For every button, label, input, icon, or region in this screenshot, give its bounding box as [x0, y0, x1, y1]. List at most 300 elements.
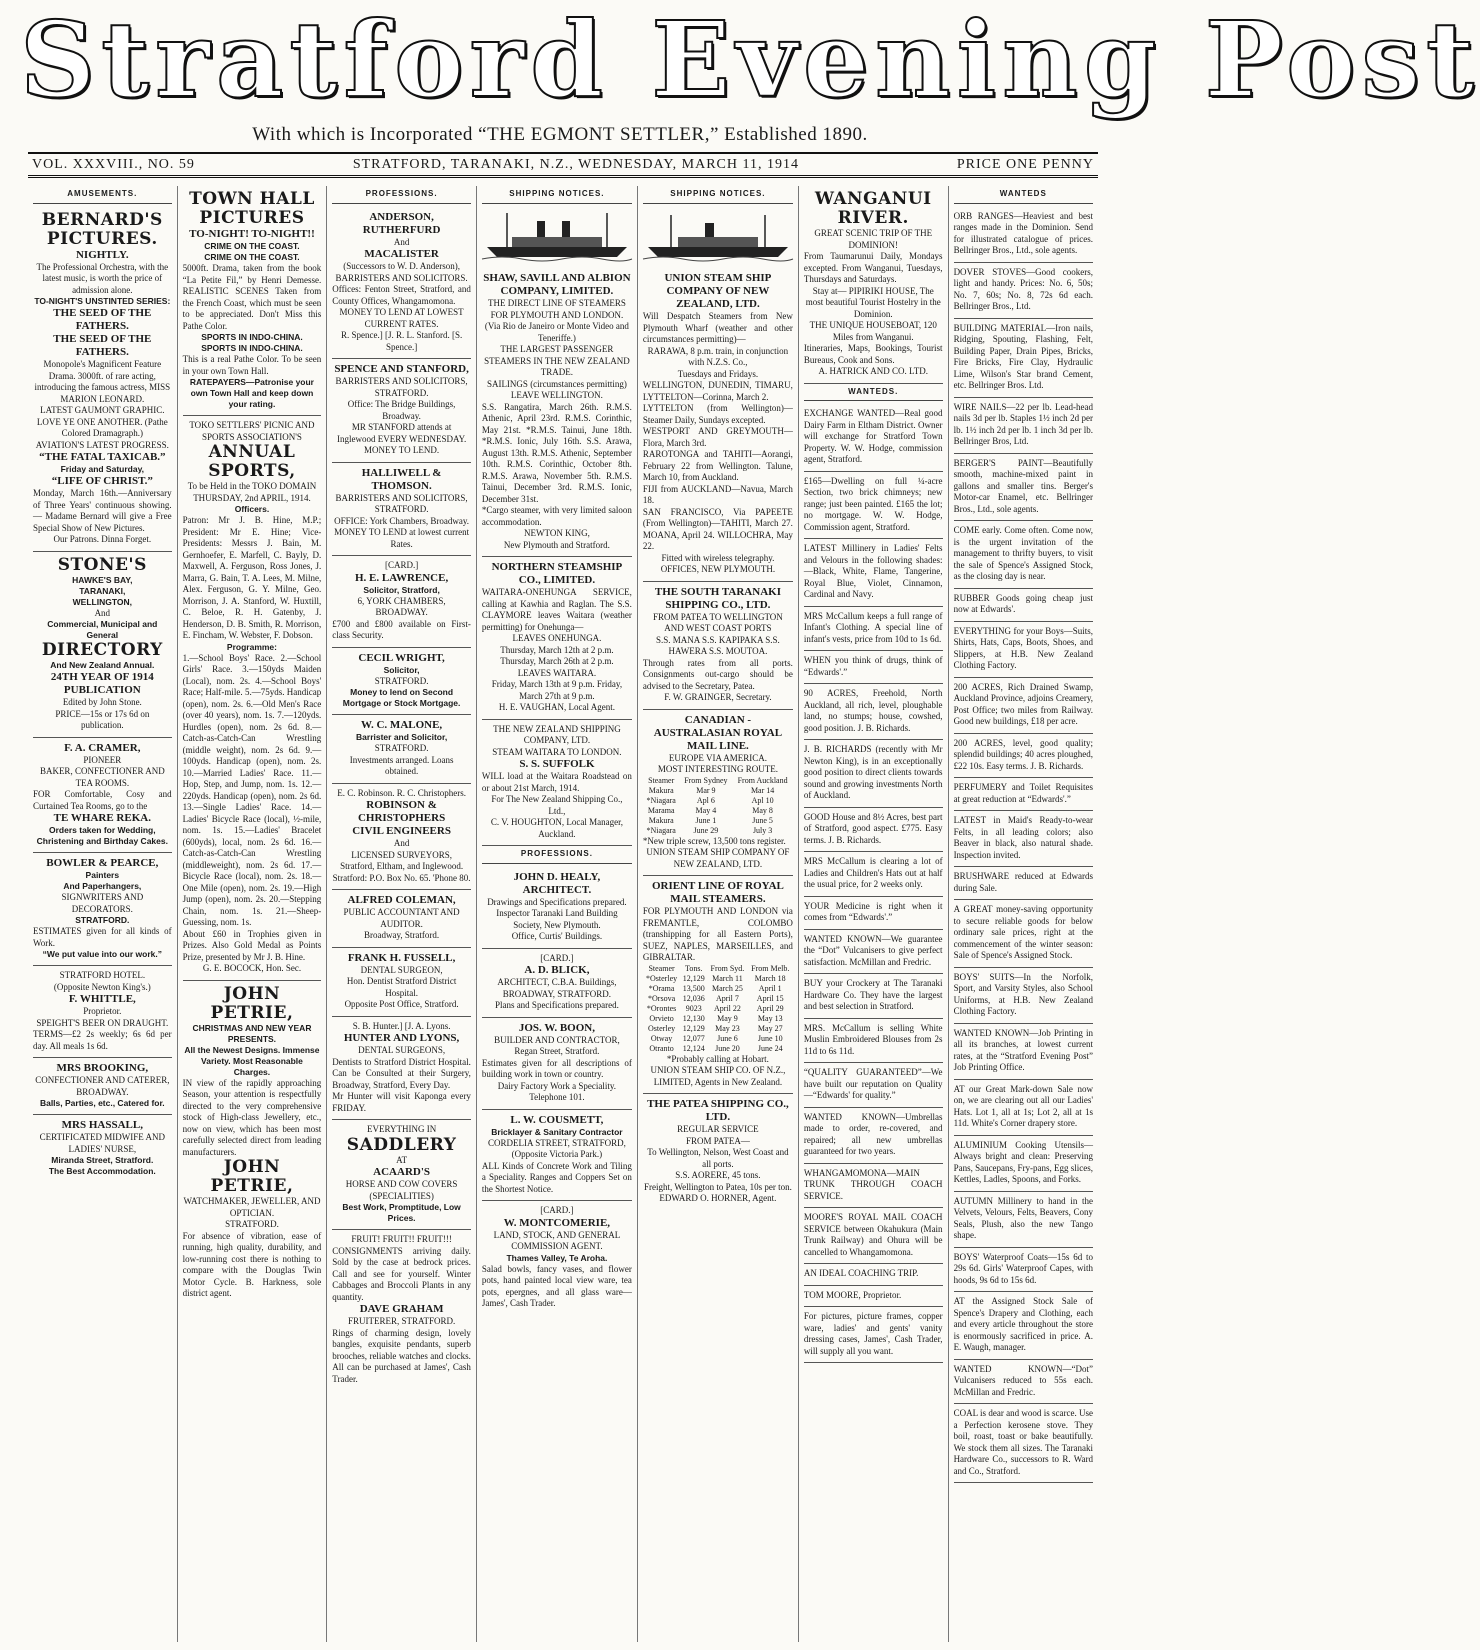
ad-title: ANNUAL SPORTS,: [208, 442, 296, 481]
ad-text: Patron: Mr J. B. Hine, M.P.; President: Mr E. Hine; Vice-Presidents: Messrs J. Bain, M. Gernhoefer, E. Marfell, C. Bayly, D. Maxwell, A. Ferguson, Ross Jones, J. Marra, G. Bain, T. A. Lees, M. Milne, Alex. Ferguson, G. Y. Milne, Geo. Morrison, J. A. Stanford, W. Huxtill, C. Beloe, R. H. Gatenby, J. Henderson, D. B. Smith, R. Morrison, E. Fincham, W. Webster, F. Dobson.: [182, 515, 322, 640]
table-cell: Makura: [648, 785, 674, 795]
table-row: [643, 786, 793, 796]
table-cell: July 3: [752, 825, 773, 835]
ad-line: All the Newest Designs. Immense Variety. Most Reasonable Charges.: [184, 1044, 320, 1077]
classified-list: [954, 207, 1093, 1484]
ad-line: STRATFORD.: [75, 915, 130, 925]
classified-item: [804, 1063, 943, 1108]
classified-item: [804, 930, 943, 975]
classified-item: [954, 1248, 1093, 1293]
ad-text: IN view of the rapidly approaching Season, your attention is respectfully directed to the very comprehensive stock of High-class Jewellery, etc., now on view, which has been most carefully selected direct from leading manufacturers.: [182, 1077, 322, 1157]
ad-line: For The New Zealand Shipping Co., Ltd.,: [491, 794, 623, 816]
table-cell: Apl 10: [751, 795, 774, 805]
ad-line: Hon. Dentist Stratford District Hospital.: [346, 976, 457, 998]
ad-line: BARRISTERS AND SOLICITORS, STRATFORD.: [335, 376, 468, 398]
masthead-subtitle: With which is Incorporated “THE EGMONT SETTLER,” Established 1890.: [252, 124, 868, 145]
classified-item: [954, 1360, 1093, 1405]
table-row: [643, 1044, 793, 1054]
table-cell: 12,124: [682, 1043, 705, 1053]
patea-shipping-ad: [643, 1094, 793, 1210]
classified-text: 200 ACRES, level, good quality; splendid buildings; 40 acres ploughed, £22 10s. Easy terms. J. B. Richards.: [953, 737, 1094, 771]
spence-stanford-ad: [332, 359, 471, 463]
classified-text: WHANGAMOMONA—MAIN TRUNK THROUGH COACH SERVICE.: [803, 1167, 943, 1201]
ad-line: PIONEER: [83, 754, 122, 765]
ad-line: Office: The Bridge Buildings, Broadway.: [347, 399, 456, 421]
alfred-coleman-ad: [332, 890, 471, 948]
sailing-list: S.S. Rangatira, March 26th. R.M.S. Athenic, April 23rd. R.M.S. Corinthic, May 21st. *R.M.S. Tainui, June 18th. *R.M.S. Ionic, July 16th. S.S. Arawa, August 13th. R.M.S. Athenic, September 10th. R.M.S. Corinthic, October 8th. R.M.S. Arawa, November 5th. R.M.S. Tainui, December 3rd. R.M.S. Ionic, December 31st.: [481, 401, 632, 504]
column-2: [178, 186, 328, 1642]
classified-item: [954, 900, 1093, 968]
table-row: [643, 1034, 793, 1044]
table-cell: *Osterley: [646, 973, 678, 983]
ad-text: TERMS—£2 2s weekly; 6s 6d per day. All meals 1s 6d.: [33, 1029, 172, 1051]
ad-title: JOHN PETRIE,: [210, 1157, 294, 1196]
ad-title: SADDLERY: [346, 1134, 457, 1155]
ad-text: 5000ft. Drama, taken from the book “La Petite Fil,” by Henri Demesse. REALISTIC SCENES Taken from the French Coast, which must be seen to be appreciated. Don't Miss this Pathe Color.: [182, 263, 322, 331]
table-cell: 12,130: [682, 1013, 705, 1023]
ad-line: TOKO SETTLERS' PICNIC AND SPORTS ASSOCIATION'S: [189, 420, 315, 442]
ad-text: WILL load at the Waitara Roadstead on or about 21st March, 1914.: [481, 771, 632, 793]
classified-text: ALUMINIUM Cooking Utensils—Always bright and clean: Preserving Pans, Saucepans, Fry-pans, Egg slices, Kettles, Ladles, Spoons, and Forks.: [953, 1139, 1094, 1184]
ad-line: Telephone 101.: [529, 1092, 585, 1102]
ad-line: OFFICE: York Chambers, Broadway.: [334, 515, 470, 526]
ad-line: LOVE YE ONE ANOTHER. (Pathe Colored Dramagraph.): [36, 416, 168, 438]
ad-line: PRICE—15s or 17s 6d on publication.: [55, 708, 150, 730]
ad-title: F. A. CRAMER,: [64, 741, 141, 754]
ad-title: STRATFORD HOTEL.: [59, 970, 146, 980]
ad-title: BERNARD'S PICTURES.: [41, 209, 163, 249]
classified-item: [804, 1286, 943, 1308]
ad-line: LATEST GAUMONT GRAPHIC.: [40, 405, 165, 415]
classified-text: WANTED KNOWN—“Dot” Vulcanisers reduced to 55s each. McMillan and Fredric.: [953, 1363, 1094, 1397]
ad-title: A. D. BLICK,: [524, 964, 590, 976]
ad-line: Programme:: [226, 641, 277, 652]
classified-item: [804, 808, 943, 853]
ad-line: Fitted with wireless telegraphy.: [661, 552, 775, 563]
ad-line: Friday, March 13th at 9 p.m. Friday, March 27th at 9 p.m.: [491, 679, 623, 701]
ad-line: BARRISTERS AND SOLICITORS.: [335, 272, 468, 283]
cecil-wright-ad: [332, 648, 471, 716]
ad-text: £700 and £800 available on First-class Security.: [332, 618, 471, 640]
ad-line: FROM PATEA TO WELLINGTON AND WEST COAST PORTS: [653, 611, 783, 633]
ad-text: CONSIGNMENTS arriving daily. Sold by the case at bedrock prices. Call and see for yourself. Winter Cabbages and Broccoli Plants in any quantity.: [332, 1245, 471, 1302]
ad-line: And: [393, 236, 410, 247]
table-cell: April 1: [758, 983, 782, 993]
lawrence-ad: [332, 556, 471, 648]
ad-line: ARCHITECT, C.B.A. Buildings,: [497, 977, 617, 987]
place-and-date: STRATFORD, TARANAKI, N.Z., WEDNESDAY, MARCH 11, 1914: [352, 156, 799, 172]
dave-graham-ad: [332, 1230, 471, 1390]
classified-text: ORB RANGES—Heaviest and best ranges made in the Dominion. Send for illustrated catalogue of prices. Bellringer Bros., Ltd., sole agents.: [953, 210, 1094, 255]
steamship-illustration: [643, 209, 793, 261]
section-heading-wanteds: WANTEDS.: [804, 384, 943, 402]
classified-item: [804, 974, 943, 1019]
classified-text: AUTUMN Millinery to hand in the Velvets, Velours, Felts, Beavers, Cony Seals, Plush, also the new Tango shape.: [953, 1195, 1094, 1240]
ad-text: ALL Kinds of Concrete Work and Tiling a Speciality. Ranges and Coppers Set on the Shortest Notice.: [481, 1160, 632, 1194]
ad-line: SPORTS IN INDO-CHINA.: [201, 343, 303, 353]
ad-text: LYTTELTON (from Wellington)—Steamer Daily, Sundays excepted.: [642, 403, 793, 425]
classified-text: RUBBER Goods going cheap just now at Edwards'.: [953, 592, 1094, 614]
table-cell: Tons.: [685, 963, 703, 973]
classified-item: [954, 622, 1093, 678]
ad-title: ACAARD'S: [373, 1166, 431, 1178]
table-cell: May 23: [715, 1023, 740, 1033]
ad-line: THE SEED OF THE FATHERS.: [53, 333, 152, 358]
volume-number: VOL. XXXVIII., NO. 59: [32, 156, 195, 172]
classified-text: TOM MOORE, Proprietor.: [803, 1289, 902, 1300]
ad-line: AVIATION'S LATEST PROGRESS.: [35, 439, 169, 450]
table-cell: April 7: [715, 993, 739, 1003]
classified-text: MOORE'S ROYAL MAIL COACH SERVICE between Okahukura (Main Trunk Railway) and Ohura will be cancelled to Whangamomona.: [803, 1212, 943, 1257]
ad-text: WESTPORT AND GREYMOUTH—Flora, March 3rd.: [642, 426, 793, 448]
classified-text: WIRE NAILS—22 per lb. Lead-head nails 3d per lb. Staples 1½ inch 2d per lb. 1½ inch 2d per lb. 1 inch 3d per lb. Bellringer Bros, Ltd.: [953, 401, 1094, 446]
ad-title: W. MONTCOMERIE,: [503, 1216, 611, 1229]
ad-line: A. HATRICK AND CO. LTD.: [818, 366, 928, 376]
ad-title: ROBINSON & CHRISTOPHERS: [357, 799, 446, 824]
card-label: [CARD.]: [540, 1205, 574, 1215]
ad-line: Commercial, Municipal and General: [47, 619, 158, 640]
ad-line: BROADWAY, STRATFORD.: [502, 988, 612, 999]
ad-line: BAKER, CONFECTIONER AND TEA ROOMS.: [39, 766, 165, 788]
ad-line: FRUITERER, STRATFORD.: [347, 1316, 456, 1326]
ad-text: Through rates from all ports. Consignments out-cargo should be advised to the Secretary, Patea.: [642, 657, 793, 691]
ad-line: S. S. SUFFOLK: [519, 758, 595, 770]
ad-line: CERTIFICATED MIDWIFE AND LADIES' NURSE,: [39, 1132, 166, 1154]
ad-text: Offices: Fenton Street, Stratford, and County Offices, Whangamomona.: [332, 284, 471, 306]
ad-line: THE DIRECT LINE OF STEAMERS FOR PLYMOUTH AND LONDON. (Via Rio de Janeiro or Monte Video and Teneriffe.): [484, 298, 629, 343]
table-cell: 13,500: [682, 983, 705, 993]
canadian-australasian-ad: [643, 710, 793, 877]
classified-text: J. B. RICHARDS (recently with Mr Newton King), is in an exceptionally good position to direct clients towards sound and growing investments North of Auckland.: [803, 744, 943, 800]
ad-line: F. W. GRAINGER, Secretary.: [664, 692, 772, 702]
table-cell: June 24: [757, 1043, 783, 1053]
ad-line: TO-NIGHT'S UNSTINTED SERIES:: [34, 296, 171, 306]
stones-directory-ad: [33, 552, 172, 738]
ad-line: EDWARD O. HORNER, Agent.: [659, 1193, 777, 1203]
ad-text: Salad bowls, fancy vases, and flower pots, hand painted local view ware, tea pots, epergnes, and all glass ware—James', Cash Trader.: [481, 1263, 632, 1308]
ad-text: FOR PLYMOUTH AND LONDON via FREMANTLE, COLOMBO (transhipping for all Eastern Ports), SUEZ, NAPLES, MARSEILLES, and GIBRALTAR.: [642, 906, 793, 962]
table-cell: June 6: [717, 1033, 738, 1043]
classified-item: [804, 607, 943, 652]
ad-title: ALFRED COLEMAN,: [347, 894, 456, 906]
ad-text: Rings of charming design, lovely bangles, exquisite pendants, superb brooches, reliable watches and clocks. All can be purchased at James', Cash Trader.: [332, 1327, 471, 1384]
classified-item: [954, 454, 1093, 522]
classified-item: [804, 852, 943, 897]
ad-text: 1.—School Boys' Race. 2.—School Girls' Race. 3.—150yds Maiden (Local), nom. 2s. 4.—School Boys' Race; Half-mile. 5.—75yds. Handicap (open), nom. 2s. 6.—Old Men's Race (over 40 years), nom. 1s. 7.—120yds. Hurdles (open), nom. 2s 6d. 8.—Catch-as-Catch-Can Wrestling (middle weight), nom. 2s 6d. 9.—100yds. Handicap (open), nom. 2s. 10.—Married Ladies' Race. 11.—Hop, Step, and Jump, nom. 1s. 12.—220yds. Handicap (open), nom. 2s 6d. 13.—Single Ladies' Race. 14.—Ladies' Bicycle Race (local), ½-mile, nom. 1s. 15.—Ladies' Bracelet (600yds), local, nom. 2s 6d. 16.—Catch-as-Catch-Can Wrestling (middleweight), nom. 2s 6d. 17.—Bicycle Race (local), nom. 2s. 18.—One Mile (open), nom. 2s. 19.—High Jump (open), nom. 2s. 20.—Stepping Chain, nom. 1s. 21.—Sheep-Guessing, nom. 1s.: [182, 652, 322, 927]
ad-line: EVERYTHING IN: [366, 1124, 437, 1134]
table-cell: June 10: [757, 1033, 783, 1043]
ad-title: NORTHERN STEAMSHIP CO., LIMITED.: [491, 561, 623, 586]
ad-title: THE SOUTH TARANAKI SHIPPING CO., LTD.: [654, 585, 781, 611]
ad-line: STEAM WAITARA TO LONDON.: [492, 746, 622, 757]
ad-line: HORSE AND COW COVERS (SPECIALITIES): [345, 1179, 458, 1201]
ad-title: MRS BROOKING,: [56, 1062, 149, 1074]
nz-shipping-ad: [482, 720, 632, 847]
ad-text: This is a real Pathe Color. To be seen in your own Town Hall.: [182, 354, 322, 376]
toko-sports-ad: [183, 416, 322, 981]
ad-title: HALLIWELL & THOMSON.: [361, 466, 442, 492]
table-row: [643, 776, 793, 786]
columns: [28, 186, 1098, 1642]
steamship-illustration: [482, 209, 632, 261]
ad-line: Our Patrons. Dinna Forget.: [53, 534, 152, 544]
ad-line: CORDELIA STREET, STRATFORD, (Opposite Victoria Park.): [488, 1137, 626, 1159]
bernards-pictures-ad: [33, 207, 172, 552]
ad-text: The Professional Orchestra, with the latest music, is worth the price of admission alone.: [36, 261, 169, 295]
halliwell-thomson-ad: [332, 463, 471, 557]
ad-text: FIJI from AUCKLAND—Navua, March 18.: [642, 483, 793, 505]
ad-text: Mr Hunter will visit Kaponga every FRIDAY.: [332, 1091, 471, 1113]
ad-title: JOHN PETRIE,: [210, 983, 294, 1023]
classified-text: BERGER'S PAINT—Beautifully smooth, machine-mixed paint in gallons and smaller tins. Berger's Motor-car Enamel, etc. Bellringer Bros., Ltd., sole agents.: [953, 457, 1094, 514]
ad-line: S.S. AORERE, 45 tons.: [675, 1170, 761, 1180]
ad-line: CONFECTIONER AND CATERER, BROADWAY.: [35, 1075, 170, 1097]
ad-title: H. E. LAWRENCE,: [354, 571, 449, 584]
ad-line: Officers.: [234, 504, 270, 514]
ad-line: LEAVE WELLINGTON.: [510, 390, 603, 400]
table-cell: Otway: [650, 1033, 673, 1043]
section-heading-shipping: SHIPPING NOTICES.: [482, 186, 632, 204]
ad-title: SHAW, SAVILL AND ALBION COMPANY, LIMITED.: [483, 272, 631, 297]
ad-line: OFFICES, NEW PLYMOUTH.: [660, 564, 776, 574]
ad-line: LICENSED SURVEYORS,: [351, 849, 452, 860]
table-cell: *Orsova: [648, 993, 676, 1003]
ad-line: Thursday, March 12th at 2 p.m. Thursday, March 26th at 2 p.m.: [500, 644, 614, 666]
table-cell: Orvieto: [649, 1013, 674, 1023]
ad-line: NEWTON KING,: [524, 528, 590, 538]
table-cell: June 5: [752, 815, 773, 825]
ad-title: L. W. COUSMETT,: [510, 1113, 604, 1126]
ad-line: S. B. Hunter.] [J. A. Lyons.: [352, 1020, 451, 1031]
classified-text: GOOD House and 8½ Acres, best part of Stratford, good aspect. £775. Easy terms. J. B. Richards.: [803, 811, 943, 845]
classified-item: [954, 263, 1093, 319]
ad-line: REGULAR SERVICE: [677, 1124, 759, 1134]
ad-line: E. C. Robinson. R. C. Christophers.: [337, 787, 466, 798]
classified-item: [954, 734, 1093, 779]
classified-text: AT the Assigned Stock Sale of Spence's Drapery and Clothing, each and every article throughout the store is enormously sacrificed in price. A. E. Waugh, manager.: [953, 1296, 1094, 1352]
table-cell: Makura: [648, 815, 674, 825]
ad-line: SPORTS IN INDO-CHINA.: [201, 332, 303, 342]
ad-line: STRATFORD.: [374, 675, 429, 686]
canadian-schedule-table: [643, 776, 793, 836]
ad-title: CECIL WRIGHT,: [358, 651, 445, 664]
ad-line: C. V. HOUGHTON, Local Manager, Auckland.: [490, 817, 623, 839]
table-cell: *Orama: [648, 983, 675, 993]
ad-line: CRIME ON THE COAST.: [204, 252, 300, 262]
ad-line: EUROPE VIA AMERICA.: [668, 752, 767, 763]
classified-text: MRS. McCallum is selling White Muslin Embroidered Blouses from 2s 11d to 6s 11d.: [803, 1022, 943, 1056]
classified-list: [804, 404, 943, 1363]
table-cell: From Syd.: [710, 963, 745, 973]
section-heading-professions: PROFESSIONS.: [332, 186, 471, 204]
section-heading-amusements: AMUSEMENTS.: [33, 186, 172, 204]
table-cell: Steamer: [648, 963, 675, 973]
shaw-savill-ad: [482, 268, 632, 557]
table-cell: 9023: [685, 1003, 702, 1013]
ad-text: Estimates given for all descriptions of building work in town or country.: [481, 1057, 632, 1079]
ad-line: SPEIGHT'S BEER ON DRAUGHT.: [36, 1017, 169, 1028]
table-cell: 12,129: [682, 973, 705, 983]
ad-line: THE SEED OF THE FATHERS.: [53, 307, 152, 332]
ad-title: TOWN HALL PICTURES: [189, 189, 315, 228]
ad-line: Solicitor, Stratford,: [363, 584, 440, 595]
classified-text: EVERYTHING for your Boys—Suits, Shirts, Hats, Caps, Boots, Shoes, and Slippers, at H.B. New Zealand Clothing Factory.: [953, 625, 1094, 670]
table-row: [643, 826, 793, 836]
table-row: [643, 974, 793, 984]
section-heading-shipping-2: SHIPPING NOTICES.: [643, 186, 793, 204]
ad-line: FROM PATEA—: [685, 1135, 750, 1146]
wanganui-river-ad: [804, 186, 943, 384]
table-cell: April 29: [756, 1003, 784, 1013]
ad-line: Edited by John Stone.: [62, 697, 142, 707]
ad-line: And: [393, 838, 410, 848]
ad-line: PUBLIC ACCOUNTANT AND AUDITOR.: [343, 907, 460, 929]
ad-text: From Taumarunui Daily, Mondays excepted. From Wanganui, Tuesdays, Thursdays and Saturdays.: [803, 251, 943, 284]
john-healy-ad: [482, 867, 632, 949]
ad-line: G. E. BOCOCK, Hon. Sec.: [202, 963, 302, 973]
ad-line: Barrister and Solicitor,: [356, 732, 448, 742]
ad-text: For absence of vibration, ease of running, high quality, durability, and low-running cost there is nothing to compare with the Douglas Twin Motor Cycle. B. Harkness, sole district agent.: [182, 1230, 322, 1298]
ad-line: TO-NIGHT! TO-NIGHT!!: [189, 228, 315, 240]
ad-line: THE UNIQUE HOUSEBOAT, 120 Miles from Wanganui.: [809, 320, 937, 342]
ad-title: UNION STEAM SHIP COMPANY OF NEW ZEALAND, LTD.: [664, 272, 772, 310]
ad-line: RATEPAYERS—Patronise your own Town Hall and keep down your rating.: [189, 377, 314, 409]
classified-text: LATEST Millinery in Ladies' Felts and Velours in the following shades:—Black, White, Flame, Tangerine, Royal Blue, Violet, Cinnamon, Cardinal and Navy.: [803, 543, 943, 599]
ad-line: Painters: [85, 870, 120, 880]
ad-line: S.S. MANA S.S. KAPIPAKA S.S. HAWERA S.S. MOUTOA.: [656, 634, 780, 656]
cousmett-ad: [482, 1110, 632, 1202]
classified-item: [804, 1164, 943, 1209]
ad-text: WELLINGTON, DUNEDIN, TIMARU, LYTTELTON—Corinna, March 2.: [642, 380, 793, 402]
table-cell: Mar 9: [696, 785, 716, 795]
classified-text: MRS McCallum keeps a full range of Infant's Clothing. A special line of infant's vests, price from 10d to 1s 6d.: [803, 610, 943, 644]
ad-title: DIRECTORY: [41, 640, 163, 660]
classified-text: 90 ACRES, Freehold, North Auckland, all rich, level, ploughable land, no stumps; house, cowshed, good position. J. B. Richards.: [803, 688, 943, 733]
ad-line: Stratford, Eltham, and Inglewood. Stratford: P.O. Box No. 65. 'Phone 80.: [332, 861, 471, 883]
ad-line: Office, Curtis' Buildings.: [511, 931, 603, 941]
classified-item: [804, 539, 943, 607]
column-7: [949, 186, 1098, 1642]
classified-item: [954, 1080, 1093, 1136]
ad-line: WATCHMAKER, JEWELLER, AND OPTICIAN.: [183, 1196, 321, 1218]
ad-line: Best Work, Promptitude, Low Prices.: [342, 1202, 461, 1223]
classified-text: WANTED KNOWN—We guarantee the “Dot” Vulcanisers to give perfect satisfaction. McMillan and Fredric.: [803, 933, 943, 967]
ad-line: RARAWA, 8 p.m. train, in conjunction with N.Z.S. Co.,: [647, 345, 789, 367]
table-cell: March 18: [754, 973, 786, 983]
ad-title: WANGANUI RIVER.: [814, 189, 932, 228]
classified-item: [804, 472, 943, 540]
ad-title: ORIENT LINE OF ROYAL MAIL STEAMERS.: [651, 880, 784, 905]
table-row: [643, 1004, 793, 1014]
classified-text: WANTED KNOWN—Job Printing in all its branches, at lowest current rates, at the “Stratford Evening Post” Job Printing Office.: [953, 1027, 1094, 1072]
ad-line: Freight, Wellington to Patea, 10s per ton.: [644, 1181, 792, 1192]
masthead: [20, 0, 1480, 145]
northern-steamship-ad: [482, 557, 632, 720]
fussell-dentist-ad: [332, 948, 471, 1017]
ad-line: Broadway, Stratford.: [364, 930, 440, 940]
south-taranaki-shipping-ad: [643, 582, 793, 710]
section-heading-professions-2: PROFESSIONS.: [482, 846, 632, 864]
ad-line: TE WHARE REKA.: [53, 812, 151, 824]
table-cell: June 20: [715, 1043, 740, 1053]
ad-line: STRATFORD.: [225, 1219, 279, 1229]
classified-text: A GREAT money-saving opportunity to secure reliable goods for below ordinary sale prices, right at the commencement of the winter season: Sale of Spence's Assigned Stock.: [953, 904, 1094, 960]
table-cell: June 1: [695, 815, 717, 825]
ad-line: NIGHTLY.: [75, 248, 129, 261]
ad-line: (Successors to W. D. Anderson),: [343, 261, 460, 271]
classified-text: LATEST in Maid's Ready-to-wear Felts, in all leading colors; also Beaver in black, also natural shade. Inspection invited.: [953, 815, 1094, 860]
ad-line: CRIME ON THE COAST.: [204, 241, 300, 251]
bowler-pearce-ad: [33, 853, 172, 966]
ad-line: Dairy Factory Work a Speciality.: [497, 1080, 617, 1091]
table-cell: May 8: [752, 805, 773, 815]
ad-line: FRUIT! FRUIT!! FRUIT!!!: [351, 1234, 452, 1244]
ad-line: And Paperhangers,: [63, 881, 142, 891]
ad-line: WELLINGTON,: [72, 596, 132, 607]
ad-line: GREAT SCENIC TRIP OF THE DOMINION!: [814, 228, 933, 250]
column-5: [638, 186, 799, 1642]
classified-item: [804, 1208, 943, 1264]
classified-item: [954, 867, 1093, 900]
table-cell: From Melb.: [751, 963, 790, 973]
ad-text: WAITARA-ONEHUNGA SERVICE, calling at Kawhia and Raglan. The S.S. CLAYMORE leaves Waitara (weather permitting) for Onehunga—: [481, 587, 632, 632]
column-1: [28, 186, 178, 1642]
table-row: [643, 1024, 793, 1034]
classified-item: [804, 651, 943, 684]
ad-title: BOWLER & PEARCE,: [46, 857, 159, 869]
jos-boon-ad: [482, 1018, 632, 1110]
ad-line: Investments arranged. Loans obtained.: [349, 754, 454, 776]
ad-line: Friday and Saturday,: [60, 464, 145, 474]
table-cell: April 22: [713, 1003, 741, 1013]
table-cell: May 9: [717, 1013, 738, 1023]
ad-line: (Opposite Newton King's.): [53, 981, 151, 992]
classified-text: PERFUMERY and Toilet Requisites at great reduction at “Edwards'.”: [953, 782, 1094, 804]
ad-line: SIGNWRITERS AND DECORATORS.: [61, 892, 144, 914]
section-heading-wanteds-2: WANTEDS: [954, 186, 1093, 204]
classified-item: [954, 1292, 1093, 1360]
ad-title: JOHN D. HEALY,: [513, 870, 601, 883]
ad-title: W. C. MALONE,: [361, 719, 443, 731]
ad-line: R. Spence.] [J. R. L. Stanford. [S. Spence.]: [340, 330, 463, 352]
ad-line: DENTAL SURGEON,: [360, 964, 443, 975]
ad-title: CANADIAN - AUSTRALASIAN ROYAL MAIL LINE.: [653, 713, 783, 752]
ad-text: ESTIMATES given for all kinds of Work.: [33, 926, 172, 948]
table-cell: Marama: [647, 805, 675, 815]
ad-line: Thames Valley, Te Aroha.: [506, 1252, 608, 1263]
ad-line: “THE FATAL TAXICAB.”: [39, 451, 166, 463]
ad-line: Solicitor,: [383, 664, 420, 675]
ad-line: “We put value into our work.”: [42, 949, 162, 959]
ad-line: To be Held in the TOKO DOMAIN: [187, 481, 317, 491]
ad-title: MRS HASSALL,: [61, 1119, 143, 1131]
ad-line: Money to lend on Second Mortgage or Stock Mortgage.: [342, 687, 461, 708]
price: PRICE ONE PENNY: [956, 156, 1094, 172]
classified-item: [954, 1136, 1093, 1192]
classified-text: £165—Dwelling on full ¼-acre Section, two brick chimneys; new range; just been painted. £165 the lot; no mortgage. W. W. Hodge, Commission agent, Stratford.: [803, 475, 943, 532]
orient-schedule-table: [643, 964, 793, 1054]
table-cell: 12,129: [682, 1023, 705, 1033]
classified-item: [954, 678, 1093, 734]
john-petrie-ad: [183, 981, 322, 1305]
ad-line: And: [94, 607, 111, 618]
ad-line: To Wellington, Nelson, West Coast and all ports.: [647, 1147, 789, 1169]
classified-text: 200 ACRES, Rich Drained Swamp, Auckland Province, adjoins Creamery, Post Office; two miles from Railway. Good new buildings, £18 per acre.: [953, 681, 1094, 726]
table-cell: From Sydney: [684, 775, 728, 785]
classified-item: [804, 740, 943, 808]
column-6: [799, 186, 949, 1642]
classified-text: YOUR Medicine is right when it comes from “Edwards'.”: [803, 900, 943, 922]
